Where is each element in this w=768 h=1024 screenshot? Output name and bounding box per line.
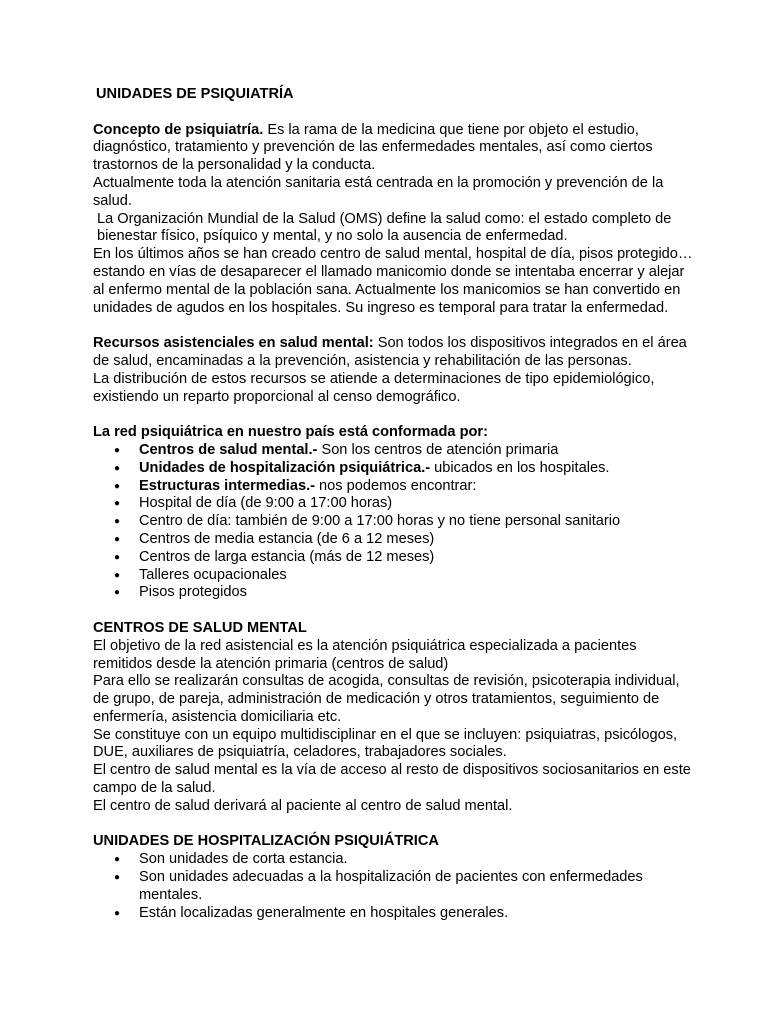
list-item: ● Pisos protegidos: [93, 584, 693, 602]
csm-paragraph: El centro de salud derivará al paciente al centro de salud mental.: [93, 797, 513, 814]
recursos-label: Recursos asistenciales en salud mental:: [93, 335, 374, 352]
recursos-text: Son todos los dispositivos integrados en el área de salud, encaminadas a la prevención, asistencia y rehabilitación de las personas.: [93, 335, 687, 369]
list-item: ● Hospital de día (de 9:00 a 17:00 horas): [93, 495, 693, 513]
oms-paragraph: La Organización Mundial de la Salud (OMS) define la salud como: el estado completo de bienestar físico, psíquico y mental, y no solo la ausencia de enfermedad.: [97, 210, 672, 245]
list-item: ● Son unidades adecuadas a la hospitalización de pacientes con enfermedades mentales.: [93, 869, 693, 905]
concepto-paragraph: [93, 122, 693, 175]
distribucion-paragraph: La distribución de estos recursos se atiende a determinaciones de tipo epidemiológico, existiendo un reparto proporcional al censo demográfico.: [93, 370, 655, 405]
document-body: [93, 86, 693, 922]
csm-paragraph: Para ello se realizarán consultas de acogida, consultas de revisión, psicoterapia individual, de grupo, de pareja, administración de medicación y otros tratamientos, seguimiento de enfermería, asistencia domiciliaria etc.: [93, 673, 680, 725]
csm-paragraph: El centro de salud mental es la vía de acceso al resto de dispositivos sociosanitarios en este campo de la salud.: [93, 762, 691, 797]
list-item: ● Centro de día: también de 9:00 a 17:00 horas y no tiene personal sanitario: [93, 513, 693, 531]
list-item: ● Centros de salud mental.- Son los centros de atención primaria: [93, 442, 693, 460]
ultimos-paragraph: En los últimos años se han creado centro de salud mental, hospital de día, pisos protegido… estando en vías de desaparecer el llamado manicomio donde se intentaba encerrar y alejar al enfermo mental de la población sana. Actualmente los manicomios se han convertido en unidades de agudos en los hospitales. Su ingreso es temporal para tratar la enfermedad.: [93, 246, 693, 316]
concepto-label: Concepto de psiquiatría.: [93, 121, 264, 138]
csm-paragraph: El objetivo de la red asistencial es la atención psiquiátrica especializada a pacientes remitidos desde la atención primaria (centros de salud): [93, 637, 637, 672]
list-item: ● Talleres ocupacionales: [93, 567, 693, 585]
list-item: ● Son unidades de corta estancia.: [93, 851, 693, 869]
csm-paragraph: Se constituye con un equipo multidisciplinar en el que se incluyen: psiquiatras, psicólogos, DUE, auxiliares de psiquiatría, celadores, trabajadores sociales.: [93, 726, 678, 761]
list-item: ● Unidades de hospitalización psiquiátrica.- ubicados en los hospitales.: [93, 460, 693, 478]
document-title: UNIDADES DE PSIQUIATRÍA: [96, 86, 294, 102]
list-item: ● Centros de larga estancia (más de 12 meses): [93, 549, 693, 567]
csm-heading: CENTROS DE SALUD MENTAL: [93, 619, 307, 636]
uhp-heading: UNIDADES DE HOSPITALIZACIÓN PSIQUIÁTRICA: [93, 833, 439, 850]
list-item: ● Centros de media estancia (de 6 a 12 meses): [93, 531, 693, 549]
red-list: [93, 442, 693, 602]
uhp-list: [93, 851, 693, 922]
concepto-text: Es la rama de la medicina que tiene por objeto el estudio, diagnóstico, tratamiento y prevención de las enfermedades mentales, así como ciertos trastornos de la personalidad y la conducta.: [93, 121, 653, 174]
recursos-paragraph: [93, 335, 693, 371]
red-heading: La red psiquiátrica en nuestro país está conformada por:: [93, 424, 488, 441]
list-item: ● Están localizadas generalmente en hospitales generales.: [93, 905, 693, 923]
list-item: ● Estructuras intermedias.- nos podemos encontrar:: [93, 478, 693, 496]
actualmente-paragraph: Actualmente toda la atención sanitaria está centrada en la promoción y prevención de la salud.: [93, 174, 664, 209]
